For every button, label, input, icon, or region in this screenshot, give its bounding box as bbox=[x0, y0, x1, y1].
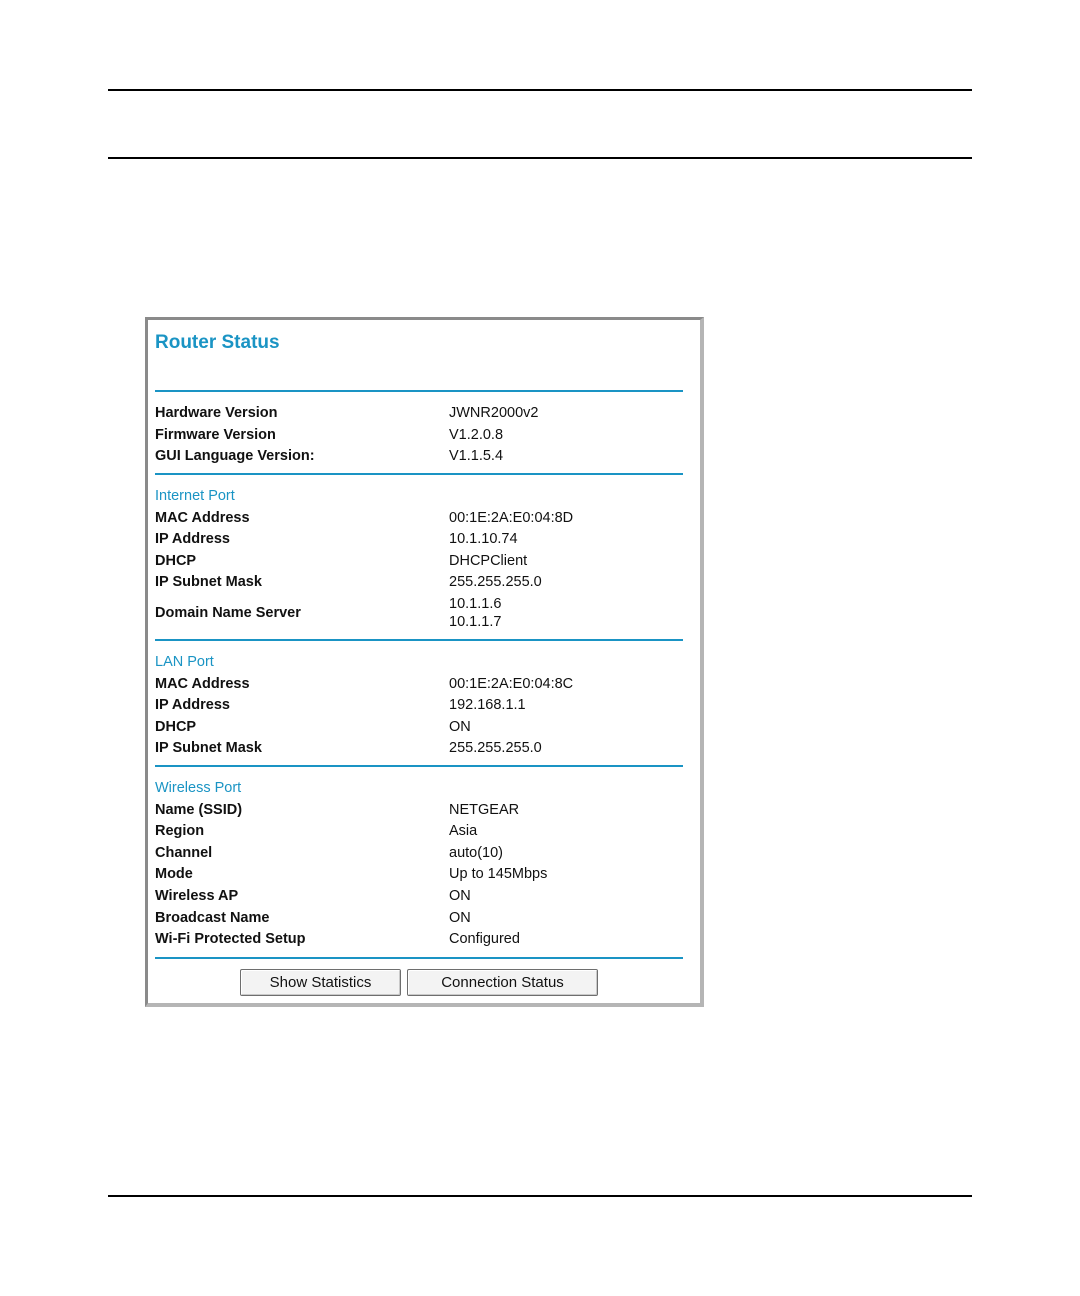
field-value: ON bbox=[449, 718, 471, 735]
field-label: IP Address bbox=[155, 531, 230, 548]
lan-row-ip-subnet-mask bbox=[155, 738, 683, 760]
field-value: 192.168.1.1 bbox=[449, 697, 526, 714]
internet-row-ip-address bbox=[155, 529, 683, 551]
field-label: Wireless AP bbox=[155, 887, 239, 904]
dns-primary-value: 10.1.1.6 bbox=[449, 595, 502, 612]
page-footer-rule bbox=[108, 1195, 972, 1197]
field-label: Wi-Fi Protected Setup bbox=[155, 931, 306, 948]
field-value: Up to 145Mbps bbox=[449, 866, 548, 883]
field-label: IP Subnet Mask bbox=[155, 740, 262, 757]
field-label: Broadcast Name bbox=[155, 909, 270, 926]
internet-port-section bbox=[155, 486, 683, 632]
field-label: MAC Address bbox=[155, 509, 250, 526]
info-value: V1.2.0.8 bbox=[449, 426, 504, 443]
connection-status-button[interactable]: Connection Status bbox=[407, 969, 598, 996]
internet-port-heading: Internet Port bbox=[155, 488, 235, 504]
field-label: IP Subnet Mask bbox=[155, 574, 262, 591]
page-header-rule-top bbox=[108, 89, 972, 91]
lan-port-heading: LAN Port bbox=[155, 654, 214, 670]
field-value: 255.255.255.0 bbox=[449, 574, 542, 591]
internet-row-dhcp bbox=[155, 551, 683, 573]
lan-row-ip-address bbox=[155, 695, 683, 717]
field-label: Region bbox=[155, 823, 205, 840]
section-divider bbox=[155, 639, 683, 641]
action-buttons bbox=[148, 969, 700, 997]
wireless-row-name-ssid bbox=[155, 800, 683, 822]
field-value: 255.255.255.0 bbox=[449, 740, 542, 757]
field-label: Domain Name Server bbox=[155, 604, 301, 621]
field-value: Configured bbox=[449, 931, 520, 948]
section-divider bbox=[155, 957, 683, 959]
wireless-row-wireless-ap bbox=[155, 886, 683, 908]
page-header-rule-bottom bbox=[108, 157, 972, 159]
wireless-port-heading: Wireless Port bbox=[155, 780, 242, 796]
field-label: Channel bbox=[155, 844, 213, 861]
info-row-firmware-version bbox=[155, 425, 683, 447]
info-row-hardware-version bbox=[155, 403, 683, 425]
info-label: GUI Language Version: bbox=[155, 448, 315, 465]
panel-title: Router Status bbox=[155, 332, 280, 353]
field-label: MAC Address bbox=[155, 675, 250, 692]
dns-secondary-value: 10.1.1.7 bbox=[449, 613, 502, 630]
field-value: ON bbox=[449, 909, 471, 926]
internet-row-ip-subnet-mask bbox=[155, 572, 683, 594]
router-status-panel bbox=[145, 317, 704, 1007]
wireless-row-broadcast-name bbox=[155, 908, 683, 930]
dns-values bbox=[449, 595, 683, 631]
field-label: DHCP bbox=[155, 552, 197, 569]
lan-row-dhcp bbox=[155, 717, 683, 739]
field-label: IP Address bbox=[155, 697, 230, 714]
wireless-row-region bbox=[155, 821, 683, 843]
wireless-row-mode bbox=[155, 864, 683, 886]
internet-row-mac-address bbox=[155, 508, 683, 530]
show-statistics-button[interactable]: Show Statistics bbox=[240, 969, 401, 996]
field-value: Asia bbox=[449, 823, 478, 840]
section-divider bbox=[155, 473, 683, 475]
lan-port-section bbox=[155, 652, 683, 760]
wireless-row-channel bbox=[155, 843, 683, 865]
wireless-row-wifi-protected-setup bbox=[155, 929, 683, 951]
info-row-gui-language-version bbox=[155, 446, 683, 468]
info-label: Firmware Version bbox=[155, 426, 276, 443]
field-value: 10.1.10.74 bbox=[449, 531, 518, 548]
version-info-section bbox=[155, 403, 683, 468]
wireless-port-section bbox=[155, 778, 683, 951]
field-value: 00:1E:2A:E0:04:8D bbox=[449, 509, 574, 526]
field-value: NETGEAR bbox=[449, 801, 520, 818]
info-value: V1.1.5.4 bbox=[449, 448, 504, 465]
field-label: DHCP bbox=[155, 718, 197, 735]
internet-row-domain-name-server bbox=[155, 594, 683, 632]
field-value: 00:1E:2A:E0:04:8C bbox=[449, 675, 574, 692]
field-value: DHCPClient bbox=[449, 552, 528, 569]
field-value: auto(10) bbox=[449, 844, 504, 861]
section-divider bbox=[155, 765, 683, 767]
field-label: Name (SSID) bbox=[155, 801, 243, 818]
field-value: ON bbox=[449, 887, 471, 904]
info-label: Hardware Version bbox=[155, 405, 278, 421]
info-value: JWNR2000v2 bbox=[449, 405, 539, 421]
lan-row-mac-address bbox=[155, 674, 683, 696]
section-divider bbox=[155, 390, 683, 392]
field-label: Mode bbox=[155, 866, 193, 883]
